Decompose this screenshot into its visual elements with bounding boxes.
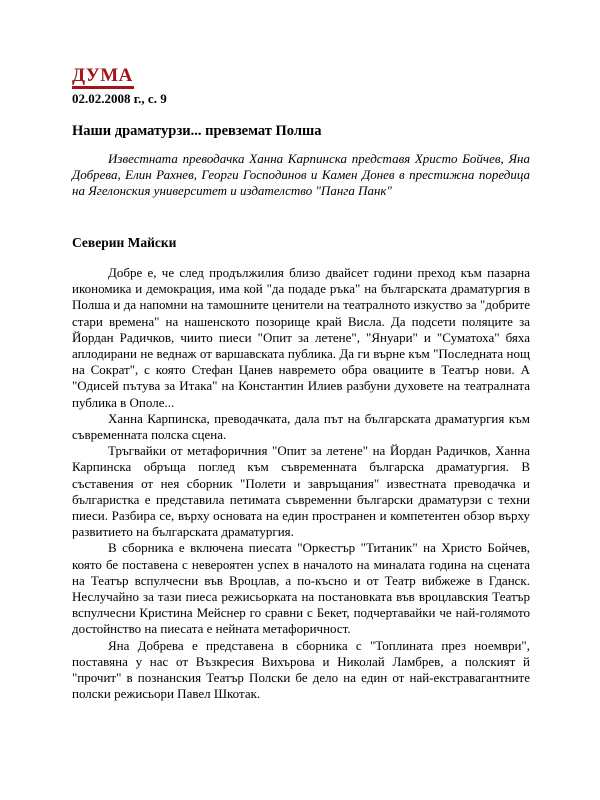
article-paragraph: Ханна Карпинска, преводачката, дала път на българската драматургия към съвременната полска сцена. [72, 410, 530, 443]
article-paragraph: Яна Добрева е представена в сборника с "Топлината през ноември", поставяна у нас от Възкресия Вихърова и Николай Ламбрев, а полският й "прочит" в познанския Театър Полски бе дело на един от най-екстравагантните полски режисьори Павел Шкотак. [72, 637, 530, 702]
article-paragraph: Добре е, че след продължилия близо двайсет години преход към пазарна икономика и демокрация, има кой "да подаде ръка" на българската драматургия в Полша и да напомни на тамошните ценители на театралното изкуство за "добрите стари времена" на нашенското позорище край Висла. Да подсети поляците за Йордан Радичков, чиито пиеси "Опит за летене", "Януари" и "Суматоха" бяха аплодирани не веднаж от варшавската публика. Да ги върне към "Последната нощ на Сократ", с която Стефан Цанев навремето обра овациите в Театър нови. А "Одисей пътува за Итака" на Константин Илиев разбуни духовете на театралната публика в Ополе... [72, 265, 530, 410]
article-author: Северин Майски [72, 235, 177, 250]
article-paragraph: Тръгвайки от метафоричния "Опит за летене" на Йордан Радичков, Ханна Карпинска обръща поглед към съвременната българска драматургия. В съставения от нея сборник "Полети и завръщания" известната преводачка и българистка е представила петимата съвременни български драматурзи с техни пиеси. Разбира се, върху основата на един пространен и компетентен обзор върху развитието на българската драматургия. [72, 443, 530, 540]
source-line: 02.02.2008 г., с. 9 [72, 91, 167, 106]
logo-strip [72, 86, 134, 89]
article-title: Наши драматурзи... превземат Полша [72, 123, 322, 139]
article-paragraph: В сборника е включена пиесата "Оркестър "Титаник" на Христо Бойчев, която бе поставена с невероятен успех в началото на миналата година на сцената на Театър вспулчесни във Вроцлав, а по-късно и от Театр вибжеже в Гданск. Неслучайно за тази пиеса режисьорката на постановката във вроцлавския Театър вспулчесни Кристина Мейснер го сравни с Бекет, подчертавайки че най-голямото достойнство на пиесата е нейната метафоричност. [72, 540, 530, 637]
article-body [72, 265, 530, 702]
duma-logo [72, 67, 134, 89]
article-lead: Известната преводачка Ханна Карпинска представя Христо Бойчев, Яна Добрева, Елин Рахнев, Георги Господинов и Камен Донев в престижна поредица на Ягелонския университет и издателство "Панга Панк" [72, 151, 530, 198]
logo-text: ДУМА [72, 65, 133, 86]
